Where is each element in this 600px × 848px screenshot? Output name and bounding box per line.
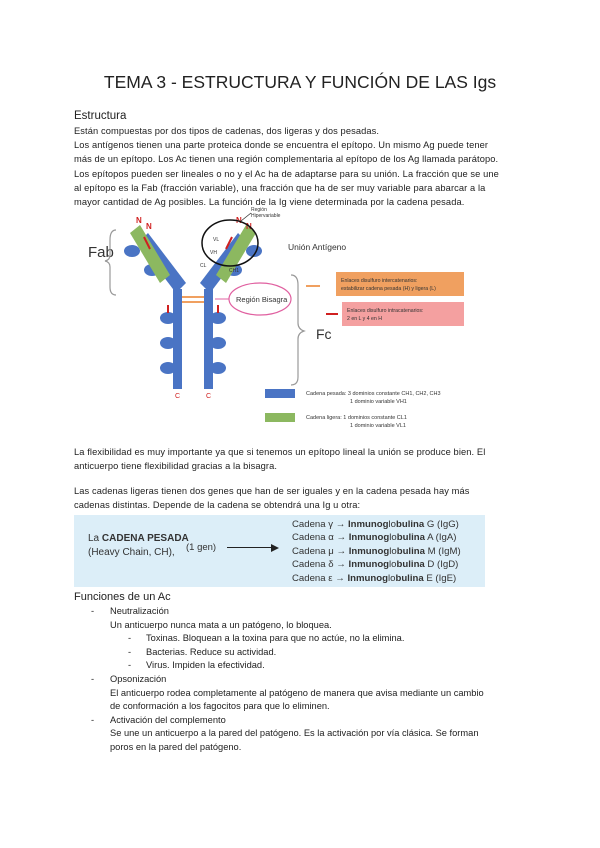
list-item [74, 660, 265, 674]
hypervariable-label: Región [251, 207, 267, 213]
neutralizacion-label: Neutralización [110, 606, 169, 616]
estructura-heading: Estructura [74, 110, 127, 122]
fab-brace [105, 230, 116, 295]
c-label: C [206, 393, 212, 400]
ig-bold: bulina [395, 572, 424, 584]
sub-item: Bacterias. Reduce su actividad. [146, 646, 277, 657]
bullet-dash: - [91, 606, 95, 616]
ig-post: D (IgD) [424, 559, 459, 571]
list-item [74, 674, 171, 688]
list-item [74, 728, 479, 742]
ig-item [292, 518, 461, 531]
antibody-figure [88, 205, 488, 445]
legend-interchain-text: Enlaces disulfuro intercatenarios: [341, 278, 418, 284]
heavy-chain-right-stem [204, 289, 213, 389]
union-antigeno-label: Unión Antígeno [288, 242, 347, 252]
ig-pre: Cadena ε → [292, 572, 348, 584]
legend-interchain-text: estabilizar cadena pesada (H) y ligera (L) [341, 286, 436, 292]
region-bisagra-label: Región Bisagra [236, 295, 288, 304]
list-item [74, 646, 277, 661]
ig-bold: bulina [395, 519, 425, 530]
cadenas-line: cadenas distintas. Depende de la cadena se obtendrá una Ig u otra: [74, 500, 361, 511]
ig-post: G (IgG) [424, 519, 459, 530]
ig-bold: Inmunog [347, 572, 388, 584]
document-title: TEMA 3 - ESTRUCTURA Y FUNCIÓN DE LAS Igs [103, 72, 497, 92]
ig-pre: Cadena μ → [292, 545, 349, 557]
activacion-label: Activación del complemento [110, 714, 226, 725]
list-item [74, 741, 242, 756]
ig-mid: lo [389, 545, 397, 557]
legend-interchain-box [336, 272, 464, 296]
heavy-chain-label [88, 533, 189, 544]
n-label: N [246, 222, 252, 231]
legend-heavy-text: 1 dominio variable VH1 [350, 399, 407, 405]
estructura-line: mayor cantidad de Ag posibles. La función de la Ig viene determinada por la cadena pesada. [74, 197, 465, 208]
flexibilidad-paragraph [74, 445, 534, 473]
list-item [74, 633, 405, 647]
hypervariable-pointer [241, 213, 251, 221]
ch2-right-upper [210, 312, 226, 324]
ig-post: M (IgM) [424, 545, 461, 557]
ig-pre: Cadena δ → [292, 559, 349, 571]
neutralizacion-text: Un anticuerpo nunca mata a un patógeno, lo bloquea. [110, 619, 332, 630]
bullet-dash: - [128, 660, 132, 671]
ig-bold: Inmunog [348, 545, 390, 557]
ig-bold: Inmunog [348, 532, 390, 544]
estructura-line: más de un epítopo. Los Ac tienen una región complementaria al epítopo de los Ag llamada parátopo. [74, 154, 499, 165]
sub-item: Virus. Impiden la efectividad. [146, 660, 265, 671]
ig-mid: lo [388, 519, 396, 530]
legend-intrachain-text: Enlaces disulfuro intracatenarios: [347, 308, 424, 314]
cadenas-line: Las cadenas ligeras tienen dos genes que han de ser iguales y en la cadena pesada hay más [74, 486, 470, 496]
estructura-line: Están compuestas por dos tipos de cadenas, dos ligeras y dos pesadas. [74, 126, 380, 136]
ch1-label: CH1 [229, 268, 240, 274]
ch3-right [210, 362, 226, 374]
fab-label: Fab [88, 244, 114, 261]
list-item [74, 701, 330, 715]
funciones-heading: Funciones de un Ac [74, 591, 171, 603]
n-terminals [136, 216, 252, 231]
n-label: N [136, 216, 142, 225]
heavy-chain-box [74, 515, 485, 587]
c-label: C [175, 393, 181, 400]
ig-post: E (IgE) [423, 572, 457, 584]
vh-label: VH [210, 250, 217, 256]
cadenas-paragraph [74, 484, 534, 512]
heavy-chain-sublabel: (Heavy Chain, CH), [88, 547, 175, 558]
estructura-paragraph [74, 124, 534, 209]
opsonizacion-text: El anticuerpo rodea completamente al patógeno de manera que avisa mediante un cambio [110, 687, 484, 698]
vl-label: VL [213, 237, 220, 243]
ig-bold: Inmunog [348, 519, 389, 530]
ch2-right-lower [210, 337, 226, 349]
ig-pre: Cadena γ → [292, 519, 348, 530]
ch2-left-upper [160, 312, 176, 324]
label-bold: CADENA PESADA [101, 533, 189, 544]
activacion-text: Se une un anticuerpo a la pared del patógeno. Es la activación por vía clásica. Se forman [110, 728, 479, 739]
list-item [74, 606, 171, 620]
fc-brace [291, 275, 304, 385]
bullet-dash: - [128, 633, 132, 644]
label-prefix: La [88, 533, 102, 544]
ig-item [292, 558, 461, 571]
ig-item [292, 545, 461, 558]
legend-light-swatch [265, 413, 295, 422]
estructura-line: Los antígenos tienen una parte proteica donde se encuentra el epítopo. Un mismo Ag puede tener [74, 140, 489, 151]
legend-light-text: Cadena ligera: 1 dominios constante CL1 [306, 415, 407, 421]
immunoglobulin-list [292, 518, 461, 585]
flex-line: La flexibilidad es muy importante ya que si tenemos un epítopo lineal la unión se produce bien. El [74, 447, 486, 457]
legend-intrachain-text: 2 en L y 4 en H [347, 316, 382, 322]
bullet-dash: - [128, 646, 132, 657]
estructura-line: al epítopo es la Fab (fracción variable), una fracción que ha de ser muy variable para abarcar a la [74, 182, 486, 193]
ig-mid: lo [389, 532, 397, 544]
arrow-shaft [227, 547, 273, 548]
ig-post: A (IgA) [424, 532, 457, 544]
c-terminals [175, 393, 211, 400]
ig-bold: Inmunog [348, 559, 390, 571]
vh-left-domain [124, 245, 140, 257]
gen-label: (1 gen) [186, 542, 217, 553]
activacion-text: poros en la pared del patógeno. [110, 741, 242, 752]
ig-mid: lo [389, 559, 397, 571]
ch3-left [160, 362, 176, 374]
n-label: N [146, 222, 152, 231]
ig-item [292, 572, 461, 585]
funciones-section [74, 591, 484, 756]
fc-label: Fc [316, 326, 332, 342]
arrow-icon [271, 544, 279, 552]
legend-light-text: 1 dominio variable VL1 [350, 423, 406, 429]
legend-heavy-text: Cadena pesada: 3 dominios constante CH1, CH2, CH3 [306, 391, 441, 397]
ig-item [292, 531, 461, 544]
list-item [74, 714, 226, 729]
legend-heavy-swatch [265, 389, 295, 398]
heavy-chain-left-stem [173, 289, 182, 389]
bullet-dash: - [91, 673, 95, 684]
list-item [74, 687, 484, 702]
sub-item: Toxinas. Bloquean a la toxina para que no actúe, no la elimina. [146, 633, 405, 644]
flex-line: anticuerpo tiene flexibilidad gracias a la bisagra. [74, 461, 278, 472]
ig-bold: bulina [396, 545, 425, 557]
ig-mid: lo [387, 572, 396, 584]
ig-pre: Cadena α → [292, 532, 349, 544]
legend-intrachain-box [342, 302, 464, 326]
estructura-line: Los epítopos pueden ser lineales o no y el Ac ha de adaptarse para su unión. La fracción que se une [74, 168, 499, 179]
hypervariable-label: Hipervariable [251, 213, 281, 219]
cl-label: CL [200, 263, 207, 269]
ig-bold: bulina [396, 559, 425, 571]
ch2-left-lower [160, 337, 176, 349]
bullet-dash: - [91, 714, 95, 725]
list-item [74, 619, 332, 634]
opsonizacion-label: Opsonización [110, 673, 167, 684]
antibody-diagram [88, 205, 488, 440]
n-label: N [236, 216, 242, 225]
opsonizacion-text: de conformación a los fagocitos para que lo eliminen. [110, 701, 330, 712]
ig-bold: bulina [396, 532, 425, 544]
